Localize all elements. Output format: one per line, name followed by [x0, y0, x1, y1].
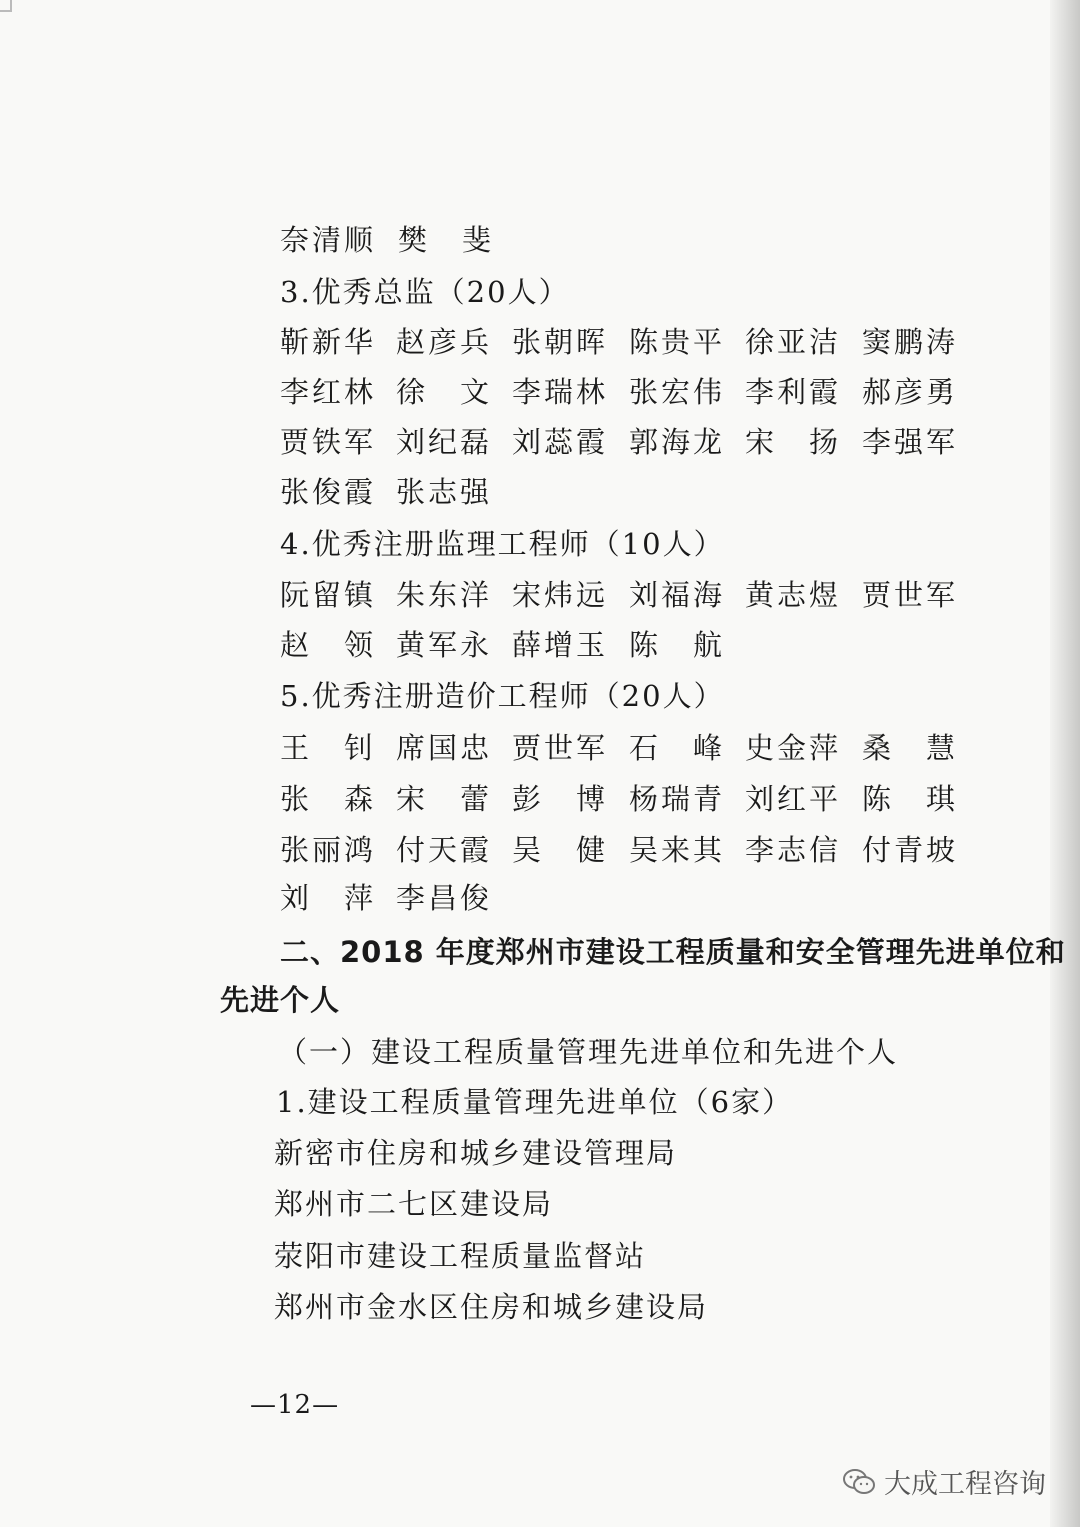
person-name: 史金萍 [745, 731, 842, 765]
person-name: 宋 蕾 [396, 782, 493, 816]
person-name: 张俊霞 [280, 475, 377, 509]
person-name: 贾世军 [862, 578, 959, 612]
person-name: 李瑞林 [512, 375, 609, 409]
person-name: 徐亚洁 [745, 325, 842, 359]
person-name: 李利霞 [745, 375, 842, 409]
person-name: 张志强 [396, 475, 493, 509]
person-name: 靳新华 [280, 325, 377, 359]
person-name: 宋炜远 [512, 578, 609, 612]
wechat-icon [842, 1467, 876, 1497]
person-name: 刘红平 [745, 782, 842, 816]
person-name: 付天霞 [396, 833, 493, 867]
person-name: 郭海龙 [629, 425, 726, 459]
section-heading: 二、2018 年度郑州市建设工程质量和安全管理先进单位和 [280, 935, 1066, 969]
person-name: 张朝晖 [512, 325, 609, 359]
person-name: 张宏伟 [629, 375, 726, 409]
person-name: 黄军永 [396, 628, 493, 662]
unit-name: 荥阳市建设工程质量监督站 [274, 1239, 647, 1273]
person-name: 徐 文 [396, 375, 493, 409]
person-name: 刘蕊霞 [512, 425, 609, 459]
person-name: 李强军 [862, 425, 959, 459]
item-title: 1.建设工程质量管理先进单位（6家） [276, 1085, 794, 1119]
person-name: 陈贵平 [629, 325, 726, 359]
person-name: 陈 琪 [862, 782, 959, 816]
person-name: 陈 航 [629, 628, 726, 662]
unit-name: 新密市住房和城乡建设管理局 [274, 1136, 678, 1170]
section-title: 5.优秀注册造价工程师（20人） [280, 679, 725, 713]
person-name: 李昌俊 [396, 881, 493, 915]
person-name: 付青坡 [862, 833, 959, 867]
person-name: 席国忠 [396, 731, 493, 765]
person-name: 彭 博 [512, 782, 609, 816]
section-heading-continued: 先进个人 [220, 983, 341, 1017]
subsection-title: （一）建设工程质量管理先进单位和先进个人 [278, 1035, 899, 1069]
person-name: 赵彦兵 [396, 325, 493, 359]
unit-name: 郑州市二七区建设局 [274, 1187, 554, 1221]
scan-corner-mark [0, 0, 12, 12]
person-name: 石 峰 [629, 731, 726, 765]
section-title: 4.优秀注册监理工程师（10人） [280, 527, 725, 561]
person-name: 李志信 [745, 833, 842, 867]
person-name: 樊 斐 [398, 223, 495, 257]
page-edge-shadow [1050, 0, 1080, 1527]
person-name: 张丽鸿 [280, 833, 377, 867]
watermark-text: 大成工程咨询 [884, 1469, 1046, 1500]
person-name: 郝彦勇 [862, 375, 959, 409]
watermark [842, 1462, 1046, 1501]
person-name: 王 钊 [280, 731, 377, 765]
unit-name: 郑州市金水区住房和城乡建设局 [274, 1290, 709, 1324]
person-name: 奈清顺 [280, 223, 377, 257]
person-name: 黄志煜 [745, 578, 842, 612]
person-name: 宋 扬 [745, 425, 842, 459]
person-name: 桑 慧 [862, 731, 959, 765]
person-name: 刘福海 [629, 578, 726, 612]
person-name: 贾世军 [512, 731, 609, 765]
person-name: 吴 健 [512, 833, 609, 867]
page-number: —12— [250, 1390, 340, 1420]
person-name: 李红林 [280, 375, 377, 409]
person-name: 刘 萍 [280, 881, 377, 915]
person-name: 薛增玉 [512, 628, 609, 662]
person-name: 杨瑞青 [629, 782, 726, 816]
section-title: 3.优秀总监（20人） [280, 275, 570, 309]
person-name: 张 森 [280, 782, 377, 816]
person-name: 吴来其 [629, 833, 726, 867]
person-name: 阮留镇 [280, 578, 377, 612]
person-name: 朱东洋 [396, 578, 493, 612]
person-name: 窦鹏涛 [862, 325, 959, 359]
person-name: 赵 领 [280, 628, 377, 662]
person-name: 贾铁军 [280, 425, 377, 459]
person-name: 刘纪磊 [396, 425, 493, 459]
